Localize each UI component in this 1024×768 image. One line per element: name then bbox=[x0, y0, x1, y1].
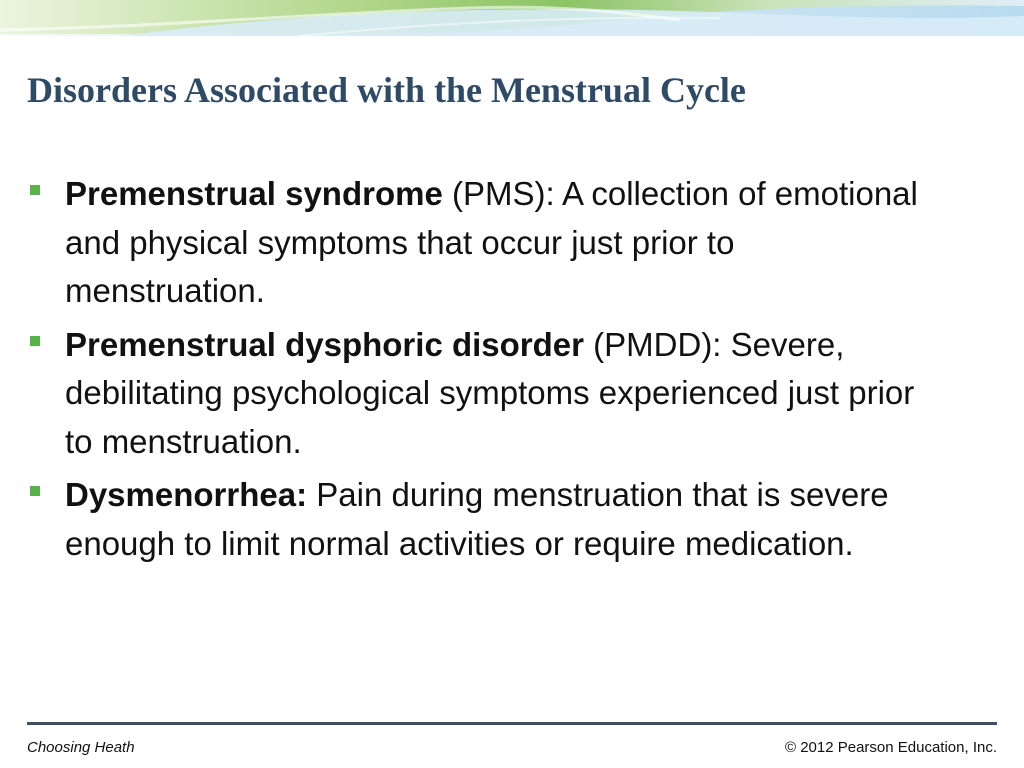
header-banner-graphic bbox=[0, 0, 1024, 36]
bullet-term: Premenstrual dysphoric disorder bbox=[65, 325, 584, 363]
bullet-square-icon bbox=[30, 185, 40, 195]
bullet-term: Dysmenorrhea: bbox=[65, 476, 308, 513]
bullet-item-pms bbox=[30, 170, 930, 316]
footer-copyright: © 2012 Pearson Education, Inc. bbox=[784, 739, 997, 756]
bullet-square-icon bbox=[30, 486, 40, 496]
footer-book-title: Choosing Heath bbox=[27, 739, 135, 756]
slide-title: Disorders Associated with the Menstrual Cycle bbox=[27, 70, 746, 110]
bullet-list bbox=[30, 170, 930, 573]
bullet-item-pmdd bbox=[30, 321, 930, 467]
footer-divider bbox=[27, 722, 997, 725]
bullet-text: Pain during menstruation that is severe enough to limit normal activities or require medication. bbox=[65, 476, 889, 562]
bullet-item-dysmenorrhea bbox=[30, 471, 930, 568]
bullet-text: (PMS): A collection of emotional and physical symptoms that occur just prior to menstruation. bbox=[65, 175, 918, 309]
header-banner bbox=[0, 0, 1024, 36]
bullet-term: Premenstrual syndrome bbox=[65, 175, 443, 212]
bullet-square-icon bbox=[30, 336, 40, 346]
bullet-text: (PMDD): Severe, debilitating psychological symptoms experienced just prior to menstruation. bbox=[65, 325, 915, 460]
